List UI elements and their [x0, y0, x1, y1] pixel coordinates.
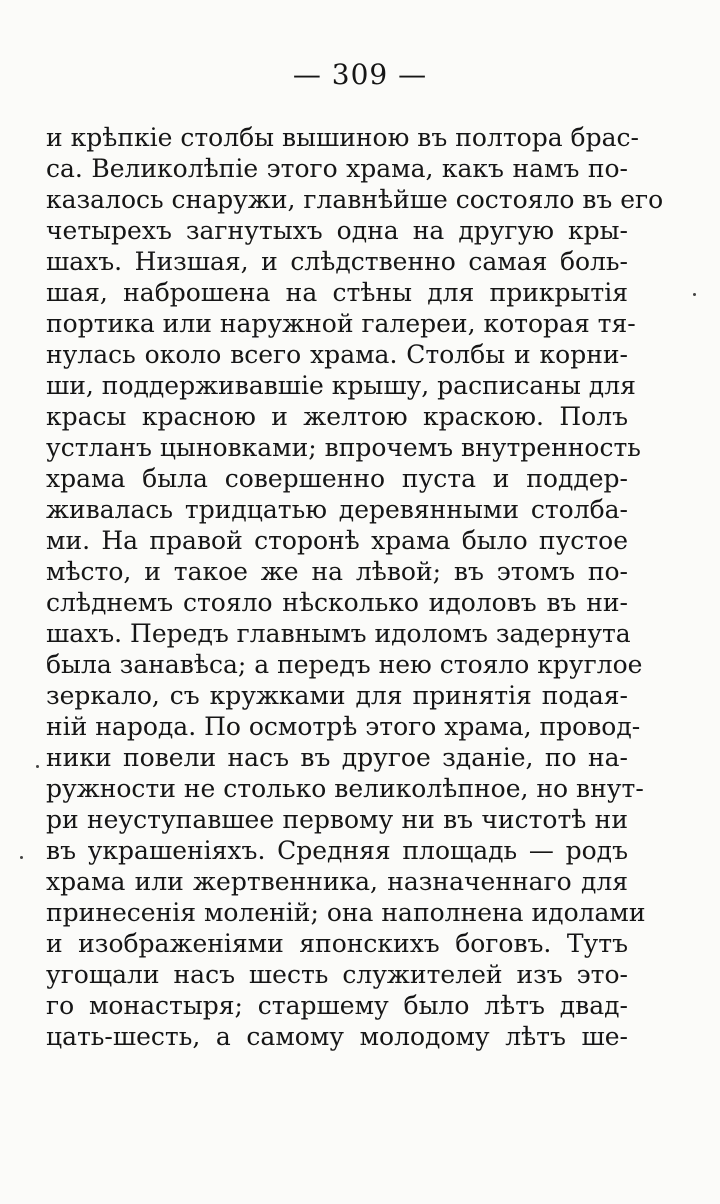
text-line: угощали насъ шесть служителей изъ это-	[46, 960, 628, 989]
text-line: го монастыря; старшему было лѣтъ двад-	[46, 991, 628, 1020]
text-line: ри неуступавшее первому ни въ чистотѣ ни	[46, 805, 628, 834]
text-line: храма была совершенно пуста и поддер-	[46, 464, 628, 493]
text-line: мѣсто, и такое же на лѣвой; въ этомъ по-	[46, 557, 628, 586]
text-line: и изображеніями японскихъ боговъ. Тутъ	[46, 929, 628, 958]
text-line: казалось снаружи, главнѣйше состояло въ его	[46, 185, 664, 214]
text-line: была занавѣса; а передъ нею стояло круглое	[46, 650, 643, 679]
text-line: шая, наброшена на стѣны для прикрытія	[46, 278, 628, 307]
text-line: портика или наружной галереи, которая тя-	[46, 309, 636, 338]
text-line: и крѣпкіе столбы вышиною въ полтора брас-	[46, 123, 639, 152]
text-line: са. Великолѣпіе этого храма, какъ намъ по-	[46, 154, 628, 183]
text-line: четырехъ загнутыхъ одна на другую кры-	[46, 216, 628, 245]
text-line: шахъ. Низшая, и слѣдственно самая боль-	[46, 247, 628, 276]
text-line: живалась тридцатью деревянными столба-	[46, 495, 628, 524]
paper-speck	[693, 293, 696, 296]
text-line: храма или жертвенника, назначеннаго для	[46, 867, 628, 896]
text-line: ши, поддерживавшіе крышу, расписаны для	[46, 371, 636, 400]
text-line: слѣднемъ стояло нѣсколько идоловъ въ ни-	[46, 588, 628, 617]
paper-speck	[36, 765, 39, 768]
text-line: цать-шесть, а самому молодому лѣтъ ше-	[46, 1022, 628, 1051]
text-line: шахъ. Передъ главнымъ идоломъ задернута	[46, 619, 631, 648]
text-line: устланъ цыновками; впрочемъ внутренность	[46, 433, 641, 462]
text-line: ружности не столько великолѣпное, но внут-	[46, 774, 644, 803]
text-line: нулась около всего храма. Столбы и корни-	[46, 340, 628, 369]
text-line: красы красною и желтою краскою. Полъ	[46, 402, 628, 431]
page-number: — 309 —	[292, 58, 428, 91]
text-line: зеркало, съ кружками для принятія подая-	[46, 681, 628, 710]
text-line: ми. На правой сторонѣ храма было пустое	[46, 526, 628, 555]
paper-speck	[20, 856, 23, 859]
body-text	[46, 122, 664, 1052]
text-line: ники повели насъ въ другое зданіе, по на-	[46, 743, 628, 772]
text-line: принесенія моленій; она наполнена идолами	[46, 898, 646, 927]
text-line: въ украшеніяхъ. Средняя площадь — родъ	[46, 836, 628, 865]
text-line: ній народа. По осмотрѣ этого храма, провод-	[46, 712, 641, 741]
